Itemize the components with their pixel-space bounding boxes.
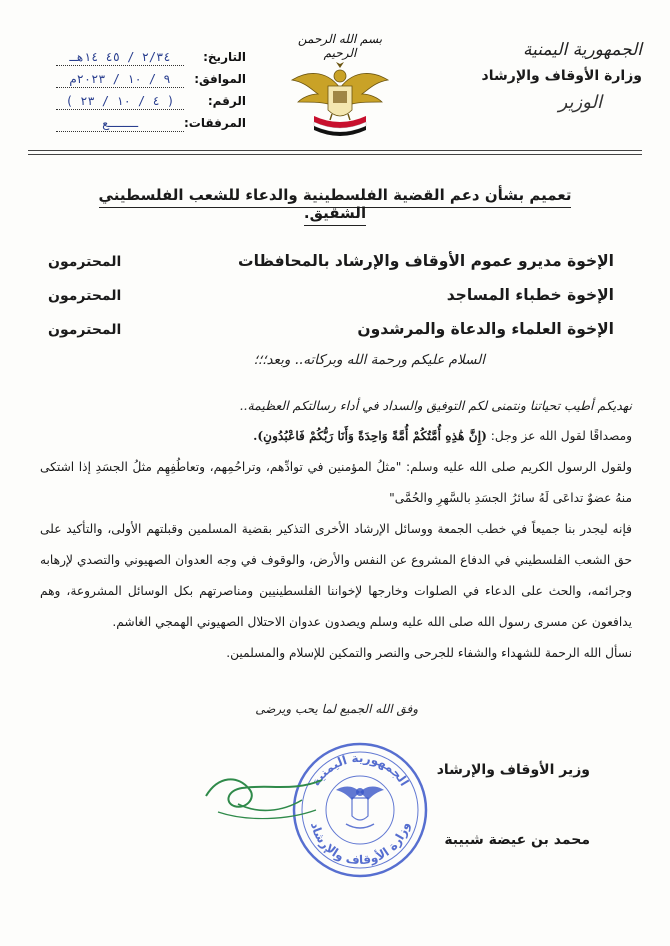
addressee-honorific: المحترمون xyxy=(48,322,122,338)
subject-text: تعميم بشأن دعم القضية الفلسطينية والدعاء للشعب الفلسطيني الشقيق. xyxy=(99,186,572,226)
closing-line: وفق الله الجميع لما يحب ويرضى xyxy=(255,702,418,716)
meta-value: ٩ / ١٠ / ٢٠٢٣م xyxy=(56,72,184,88)
meta-gregorian-row xyxy=(56,72,246,94)
meta-date-row xyxy=(56,50,246,72)
addressee-name: الإخوة مديرو عموم الأوقاف والإرشاد بالمحافظات xyxy=(238,252,614,270)
addressee-name: الإخوة العلماء والدعاة والمرشدون xyxy=(357,320,614,338)
meta-label: التاريخ: xyxy=(203,50,246,64)
addressee-honorific: المحترمون xyxy=(48,288,122,304)
stamp-top-text: الجمهورية اليمنية xyxy=(308,750,412,789)
body-paragraph: نسأل الله الرحمة للشهداء والشفاء للجرحى والنصر والتمكين للإسلام والمسلمين. xyxy=(226,646,632,660)
republic-name: الجمهورية اليمنية xyxy=(522,40,642,60)
meta-value: ــــع xyxy=(56,116,184,132)
addressee-name: الإخوة خطباء المساجد xyxy=(446,286,614,304)
addressee-row xyxy=(48,286,614,320)
body-paragraph: نهديكم أطيب تحياتنا ونتمنى لكم التوفيق والسداد في أداء رسالتكم العظيمة.. xyxy=(239,398,632,413)
eagle-emblem-icon xyxy=(290,58,390,144)
body-paragraph: فإنه ليجدر بنا جميعاً في خطب الجمعة ووسائل الإرشاد الأخرى التذكير بقضية المسلمين وقبلتهم الأولى، والتأكيد على حق الشعب الفلسطيني في الدفاع المشروع عن النفس والأرض، والوقوف في وجه العدوان الصهيوني والتصدي لإرهابه وجرائمه، والحث على الدعاء في الصلوات وخارجها لإخواننا الفلسطينيين ومناصرتهم بكل الوسائل المشروعة، وهم يدافعون عن مسرى رسول الله صلى الله عليه وسلم ويصدون عدوان الاحتلال الصهيوني الهمجي الغاشم. xyxy=(40,522,632,629)
addressee-honorific: المحترمون xyxy=(48,254,122,270)
signatory-name: محمد بن عيضة شبيبة xyxy=(444,832,590,848)
stamp-bottom-text: وزارة الأوقاف والإرشاد xyxy=(307,820,413,868)
header-divider xyxy=(28,150,642,151)
minister-title: الوزير xyxy=(558,92,602,113)
addressee-row xyxy=(48,320,614,354)
handwritten-signature-icon xyxy=(198,766,328,826)
meta-label: المرفقات: xyxy=(184,116,246,130)
subject-line xyxy=(90,186,580,222)
letter-body xyxy=(40,390,632,669)
signatory-title: وزير الأوقاف والإرشاد xyxy=(436,762,590,778)
meta-number-row xyxy=(56,94,246,116)
quran-intro: ومصداقًا لقول الله عز وجل: xyxy=(486,429,632,443)
addressee-list xyxy=(48,252,614,354)
body-paragraph: ولقول الرسول الكريم صلى الله عليه وسلم: "مثلُ المؤمنين في توادِّهم، وتراحُمِهم، وتعاطُفِهِم مثلُ الجسَدِ إذا اشتكى منهُ عضوٌ تداعَى لَهُ سائرُ الجسَدِ بالسَّهرِ والحُمَّى" xyxy=(40,460,632,505)
ministry-name: وزارة الأوقاف والإرشاد xyxy=(481,68,642,84)
meta-label: الموافق: xyxy=(194,72,246,86)
letterhead-right xyxy=(432,40,642,113)
addressee-row xyxy=(48,252,614,286)
letter-meta xyxy=(56,50,246,138)
header-divider-thin xyxy=(28,154,642,155)
meta-value: ( ٤ / ١٠ / ٢٣ ) xyxy=(56,94,184,110)
meta-value: ٢/٣٤ / ٤٥ ١٤هـ xyxy=(56,50,184,66)
meta-label: الرقم: xyxy=(207,94,246,108)
meta-attachments-row xyxy=(56,116,246,138)
quran-verse: (إِنَّ هَٰذِهِ أُمَّتُكُمْ أُمَّةً وَاحِدَةً وَأَنَا رَبُّكُمْ فَاعْبُدُونِ). xyxy=(253,429,487,443)
greeting: السلام عليكم ورحمة الله وبركاته.. وبعد؛؛؛ xyxy=(253,352,485,368)
basmala: بسم الله الرحمن الرحيم xyxy=(297,32,383,60)
body-paragraph xyxy=(40,421,632,452)
